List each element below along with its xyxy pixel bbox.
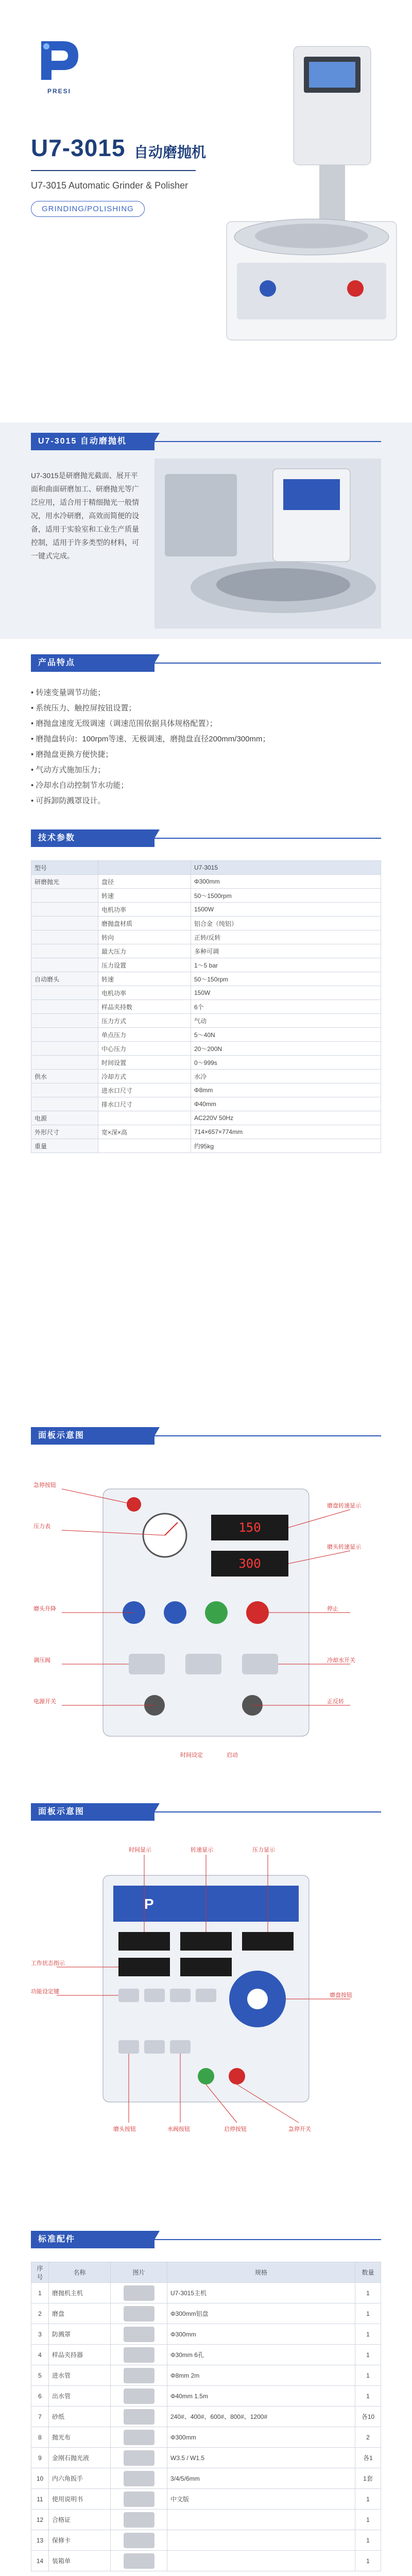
spec-item: 时间设置 [98,1056,191,1070]
panel2-label: 磨盘按钮 [330,1992,352,1998]
config-index: 1 [31,2283,49,2303]
config-name: 进水管 [49,2365,111,2386]
config-qty: 1 [355,2324,381,2345]
spec-item: 转速 [98,889,191,903]
spec-value: Φ8mm [191,1083,381,1097]
config-spec: Φ30mm 6孔 [167,2345,355,2365]
spec-value: 约95kg [191,1139,381,1153]
spec-row [31,1125,381,1139]
standard-config-section [0,2231,412,2576]
config-picture [111,2489,167,2510]
spec-group: 自动磨头 [31,972,98,986]
config-index: 4 [31,2345,49,2365]
panel1-label: 磨盘转速显示 [327,1503,361,1509]
feature-list [31,685,381,809]
spec-value: 50～1500rpm [191,889,381,903]
spec-row [31,972,381,986]
spec-group [31,958,98,972]
panel1-label: 停止 [327,1606,338,1612]
panel1-title [31,1427,381,1448]
panel2-label: 急停开关 [288,2126,311,2132]
config-index: 3 [31,2324,49,2345]
machine-image [216,36,402,355]
config-row [31,2468,381,2489]
config-index: 12 [31,2510,49,2530]
config-index: 2 [31,2303,49,2324]
spec-header-cell: U7-3015 [191,861,381,875]
header-cell: 规格 [167,2262,355,2283]
config-qty: 1 [355,2510,381,2530]
spec-group: 供水 [31,1070,98,1083]
config-qty: 1套 [355,2468,381,2489]
spec-value: Φ300mm [191,875,381,889]
config-picture [111,2448,167,2468]
config-row [31,2324,381,2345]
title-underline [31,170,196,171]
spec-row [31,903,381,917]
intro-title [31,433,381,453]
stdcfg-title-text: 标准配件 [31,2231,154,2248]
config-qty: 1 [355,2365,381,2386]
spec-row [31,1083,381,1097]
spec-group [31,1014,98,1028]
config-row [31,2530,381,2551]
spec-row [31,986,381,1000]
panel2-label: 工作状态指示 [31,1960,65,1967]
panel1-label: 正反转 [327,1699,344,1705]
feature-item: • 磨抛盘转向：100rpm等速、无极调速，磨抛盘直径200mm/300mm； [31,735,270,743]
config-picture [111,2283,167,2303]
spec-item: 进水口尺寸 [98,1083,191,1097]
svg-text:300: 300 [238,1556,261,1571]
spec-row [31,1111,381,1125]
header-cell: 图片 [111,2262,167,2283]
panel1-label: 急停按钮 [33,1482,56,1488]
config-row [31,2386,381,2406]
spec-group [31,1000,98,1014]
config-picture [111,2303,167,2324]
config-qty: 1 [355,2386,381,2406]
config-spec: W3.5 / W1.5 [167,2448,355,2468]
panel1-label: 磨头升降 [33,1606,56,1612]
panel1-label: 电源开关 [33,1699,56,1705]
spec-group [31,1028,98,1042]
config-picture [111,2345,167,2365]
part-thumbnail [124,2492,154,2507]
stdcfg-body [31,2283,381,2571]
part-thumbnail [124,2327,154,2342]
panel1-label: 磨头转速显示 [327,1544,361,1550]
part-thumbnail [124,2306,154,2321]
features-title-text: 产品特点 [31,654,154,672]
spec-value: 6个 [191,1000,381,1014]
spec-group [31,986,98,1000]
title-line [154,1811,381,1812]
presi-logo-icon [31,31,88,88]
config-spec: 中文版 [167,2489,355,2510]
config-index: 11 [31,2489,49,2510]
spec-group: 研磨抛光 [31,875,98,889]
spec-group [31,903,98,917]
config-row [31,2448,381,2468]
config-qty: 1 [355,2345,381,2365]
panel1-label: 调压阀 [33,1657,50,1664]
control-panel-diagram [31,1458,381,1767]
spec-group [31,1097,98,1111]
config-name: 使用说明书 [49,2489,111,2510]
config-qty: 1 [355,2551,381,2571]
machine-closeup-image [154,459,381,629]
spec-body [31,875,381,1153]
part-thumbnail [124,2430,154,2445]
config-spec: Φ300mm [167,2324,355,2345]
spec-header-cell [98,861,191,875]
config-row [31,2551,381,2571]
config-picture [111,2365,167,2386]
spec-header-cell: 型号 [31,861,98,875]
intro-title-text: U7-3015 自动磨抛机 [31,433,154,450]
features-section [0,654,412,824]
config-index: 7 [31,2406,49,2427]
feature-item: • 磨抛盘速度无级调速（调速范围依据具体规格配置）； [31,719,217,728]
config-spec: Φ300mm [167,2427,355,2448]
spec-value: 0～999s [191,1056,381,1070]
spec-item: 盘径 [98,875,191,889]
config-picture [111,2510,167,2530]
spec-group [31,1042,98,1056]
spec-value: AC220V 50Hz [191,1111,381,1125]
spec-row [31,1056,381,1070]
spec-group [31,930,98,944]
config-name: 抛光布 [49,2427,111,2448]
spec-item: 样品夹持数 [98,1000,191,1014]
panel2-label: 转速显示 [191,1847,213,1853]
config-spec [167,2530,355,2551]
spec-group [31,1056,98,1070]
spec-row [31,875,381,889]
config-picture [111,2551,167,2571]
spec-row [31,944,381,958]
title-line [154,441,381,442]
title-line [154,838,381,839]
spec-value: 50～150rpm [191,972,381,986]
spec-item: 压力方式 [98,1014,191,1028]
config-spec: 3/4/5/6mm [167,2468,355,2489]
header-cell: 数量 [355,2262,381,2283]
config-picture [111,2427,167,2448]
stdcfg-header-row [31,2262,381,2283]
config-row [31,2510,381,2530]
config-index: 13 [31,2530,49,2551]
config-row [31,2427,381,2448]
config-index: 14 [31,2551,49,2571]
spec-row [31,958,381,972]
model-name-en: U7-3015 Automatic Grinder & Polisher [31,180,188,191]
spec-value: 正转/反转 [191,930,381,944]
feature-item: • 冷却水自动控制节水功能； [31,781,129,790]
config-qty: 各10 [355,2406,381,2427]
panel1-label: 时间设定 [180,1752,203,1758]
config-picture [111,2406,167,2427]
config-row [31,2345,381,2365]
feature-item: • 转速变量调节功能； [31,688,106,697]
spec-row [31,1139,381,1153]
spec-value: 铝合金（纯铝） [191,917,381,930]
config-spec: Φ40mm 1.5m [167,2386,355,2406]
feature-item: • 系统压力、触控屏按钮设置； [31,704,136,713]
spec-item: 压力设置 [98,958,191,972]
part-thumbnail [124,2285,154,2301]
panel-diagram-section-2 [0,1803,412,2195]
config-name: 防溅罩 [49,2324,111,2345]
config-spec: 240#、400#、600#、800#、1200# [167,2406,355,2427]
title-line [154,1435,381,1436]
spec-row [31,930,381,944]
spec-group [31,889,98,903]
feature-item: • 可拆卸防溅罩设计。 [31,796,106,805]
config-row [31,2406,381,2427]
config-row [31,2365,381,2386]
config-name: 磨抛机主机 [49,2283,111,2303]
spec-item: 中心压力 [98,1042,191,1056]
svg-text:P: P [144,1896,154,1912]
spec-item: 单点压力 [98,1028,191,1042]
spec-value: 150W [191,986,381,1000]
config-qty: 1 [355,2530,381,2551]
spec-row [31,1070,381,1083]
intro-paragraph: U7-3015是研磨抛光截面、展开平面和曲面研磨加工、研磨抛光等广泛应用，适合用于精细抛光一般情况，用水冷研磨，高效而简便的设备，适用于实验室和工业生产质量控制，适用于许多类型的材料，可一键式完成。 [31,471,139,560]
config-name: 样品夹持器 [49,2345,111,2365]
config-spec [167,2510,355,2530]
spec-item: 冷却方式 [98,1070,191,1083]
config-index: 8 [31,2427,49,2448]
spec-value: 714×657×774mm [191,1125,381,1139]
spec-item: 转向 [98,930,191,944]
config-name: 保修卡 [49,2530,111,2551]
spec-row [31,1028,381,1042]
panel2-title [31,1803,381,1824]
spec-item: 宽×深×高 [98,1125,191,1139]
config-row [31,2283,381,2303]
config-name: 内六角扳手 [49,2468,111,2489]
panel2-label: 功能设定键 [31,1989,59,1995]
part-thumbnail [124,2368,154,2383]
config-name: 装箱单 [49,2551,111,2571]
spec-value: Φ40mm [191,1097,381,1111]
model-name-cn: 自动磨抛机 [134,144,207,160]
spec-row [31,1014,381,1028]
config-qty: 1 [355,2303,381,2324]
config-index: 9 [31,2448,49,2468]
config-name: 合格证 [49,2510,111,2530]
spec-section [0,829,412,1422]
config-qty: 1 [355,2489,381,2510]
config-index: 5 [31,2365,49,2386]
config-row [31,2489,381,2510]
config-qty: 1 [355,2283,381,2303]
spec-group [31,1083,98,1097]
spec-value: 1～5 bar [191,958,381,972]
svg-text:150: 150 [238,1520,261,1535]
panel1-label: 压力表 [33,1523,50,1530]
spec-value: 1500W [191,903,381,917]
intro-section [0,422,412,639]
header-cell: 序号 [31,2262,49,2283]
config-picture [111,2386,167,2406]
standard-config-table [31,2262,381,2571]
part-thumbnail [124,2553,154,2569]
spec-group: 电源 [31,1111,98,1125]
part-thumbnail [124,2450,154,2466]
spec-table [31,860,381,1153]
spec-group [31,917,98,930]
panel1-label: 冷却水开关 [327,1657,355,1664]
config-name: 出水管 [49,2386,111,2406]
panel2-title-text: 面板示意图 [31,1803,154,1821]
spec-row [31,1042,381,1056]
spec-value: 多种可调 [191,944,381,958]
spec-title-text: 技术参数 [31,829,154,847]
config-spec: Φ8mm 2m [167,2365,355,2386]
feature-item: • 磨抛盘更换方便快捷； [31,750,113,759]
part-thumbnail [124,2533,154,2548]
panel1-label: 启动 [227,1752,238,1758]
feature-item: • 气动方式施加压力； [31,766,106,774]
spec-title [31,829,381,850]
config-spec: U7-3015主机 [167,2283,355,2303]
config-spec [167,2551,355,2571]
spec-header-row [31,861,381,875]
config-qty: 各1 [355,2448,381,2468]
spec-item: 磨抛盘材质 [98,917,191,930]
spec-value: 水冷 [191,1070,381,1083]
model-number: U7-3015 [31,134,126,161]
config-index: 6 [31,2386,49,2406]
spec-group: 外形尺寸 [31,1125,98,1139]
title-line [154,2239,381,2240]
title-line [154,663,381,664]
logo-text: PRESI [47,88,71,95]
spec-group [31,944,98,958]
spec-item: 电机功率 [98,903,191,917]
spec-group: 重量 [31,1139,98,1153]
part-thumbnail [124,2512,154,2528]
spec-item: 排水口尺寸 [98,1097,191,1111]
spec-item: 转速 [98,972,191,986]
spec-value: 20～200N [191,1042,381,1056]
config-spec: Φ300mm铝盘 [167,2303,355,2324]
panel2-label: 压力显示 [252,1847,275,1853]
panel1-title-text: 面板示意图 [31,1427,154,1445]
spec-item [98,1139,191,1153]
spec-item [98,1111,191,1125]
panel-diagram-section-1 [0,1427,412,1777]
panel2-label: 水阀按钮 [167,2126,190,2132]
features-title [31,654,381,675]
spec-row [31,1000,381,1014]
config-index: 10 [31,2468,49,2489]
part-thumbnail [124,2409,154,2425]
panel2-label: 时间显示 [129,1847,151,1853]
spec-value: 气动 [191,1014,381,1028]
spec-value: 5～40N [191,1028,381,1042]
spec-row [31,889,381,903]
panel2-label: 启停按钮 [224,2126,247,2132]
panel2-label: 磨头按钮 [113,2126,136,2132]
config-name: 金刚石抛光液 [49,2448,111,2468]
part-thumbnail [124,2347,154,2363]
hero-section [0,0,412,412]
category-tag: GRINDING/POLISHING [31,201,145,217]
config-picture [111,2324,167,2345]
display-panel-diagram [31,1834,381,2143]
config-row [31,2303,381,2324]
config-qty: 2 [355,2427,381,2448]
part-thumbnail [124,2471,154,2486]
config-picture [111,2530,167,2551]
config-picture [111,2468,167,2489]
header-cell: 名称 [49,2262,111,2283]
config-name: 磨盘 [49,2303,111,2324]
spec-row [31,917,381,930]
part-thumbnail [124,2388,154,2404]
spec-item: 最大压力 [98,944,191,958]
config-name: 砂纸 [49,2406,111,2427]
spec-item: 电机功率 [98,986,191,1000]
stdcfg-title [31,2231,381,2251]
spec-row [31,1097,381,1111]
